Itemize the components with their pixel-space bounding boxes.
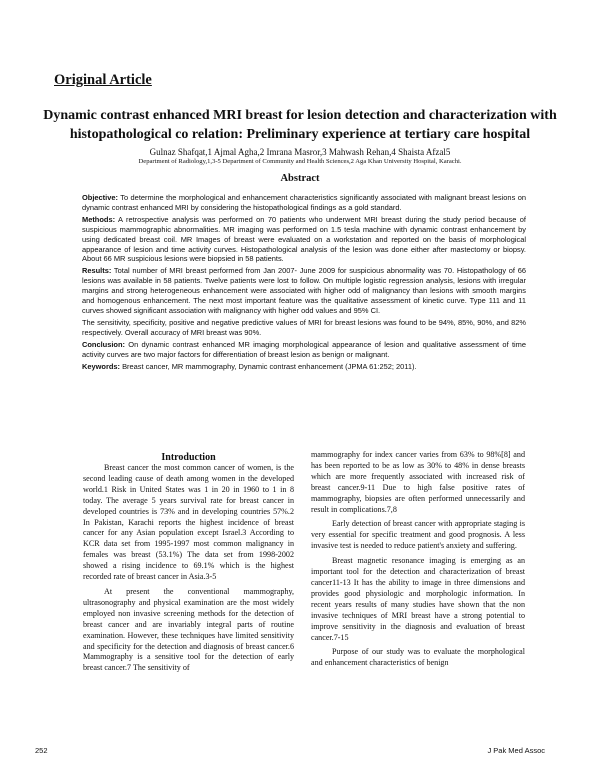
keywords-text: Breast cancer, MR mammography, Dynamic contrast enhancement (JPMA 61:252; 2011). (120, 361, 417, 371)
intro-paragraph-6: Purpose of our study was to evaluate the morphological and enhancement characteristics of benign (311, 647, 525, 668)
keywords-label: Keywords: (82, 361, 121, 371)
methods-label: Methods: (82, 214, 116, 224)
abstract-body (82, 193, 526, 373)
objective-text: To determine the morphological and enhancement characteristics significantly associated with malignant breast lesions on dynamic contrast enhanced MRI by considering the histopathological findings as a gold standard. (82, 193, 526, 212)
section-label: Original Article (54, 72, 152, 88)
journal-name: J Pak Med Assoc (487, 746, 545, 755)
results-label: Results: (82, 266, 112, 276)
abstract-results-2: The sensitivity, specificity, positive and negative predictive values of MRI for breast lesions was found to be 94%, 85%, 90%, and 82% respectively. Overall accuracy of MRI breast was 90%. (82, 317, 526, 337)
introduction-heading: Introduction (161, 452, 216, 463)
results-text: Total number of MRI breast performed from Jan 2007- June 2009 for suspicious abnormality was 70. Histopathology of 66 lesions was available in 58 patients. Twelve patients were lost to follow. On multiple logistic regression analysis, lesions with irregular margins and strong heterogeneous enhancement were associated with higher odd of malignancy than lesions with smooth margins and homogenous enhancement. The next most important feature was the qualitative assessment of kinetic curve. Type 111 and 11 curves showed significant association with malignancy with higher odd values and 95% CI. (82, 266, 526, 315)
body-column-right (311, 450, 525, 669)
abstract-methods (82, 215, 526, 265)
abstract-heading: Abstract (280, 173, 320, 184)
page-number: 252 (35, 746, 48, 755)
affiliations: Department of Radiology,1,3-5 Department of Community and Health Sciences,2 Aga Khan University Hospital, Karachi. (138, 158, 462, 165)
conclusion-text: On dynamic contrast enhanced MR imaging morphological appearance of lesion and qualitative assessment of time activity curves are two major factors for differentiation of breast lesion as benign or malignant. (82, 339, 526, 359)
intro-paragraph-2: At present the conventional mammography, ultrasonography and physical examination are the most widely employed non invasive screening methods for the detection of breast cancer and are invariably integral parts of routine examination. However, these techniques have limited sensitivity and specificity for the detection and diagnosis of breast cancer.6 Mammography is a sensitive tool for the detection of early breast cancer.7 The sensitivity of (83, 586, 294, 673)
body-column-left (83, 463, 294, 674)
article-title: Dynamic contrast enhanced MRI breast for lesion detection and characterization with histopathological co relation: Preliminary experience at tertiary care hospital (43, 108, 557, 142)
intro-paragraph-1: Breast cancer the most common cancer of women, is the second leading cause of death among women in the developed world.1 Risk in United States was 1 in 20 in 1960 to 1 in 8 today. The average 5 years survival rate for breast cancer in developed countries is 73% and in developing countries 57%.2 In Pakistan, Karachi reports the highest incidence of breast cancer for any Asian population except Israel.3 According to KCR data set from 1995-1997 most common malignancy in females was breast (53.1%) The data set from 1998-2002 showed a rising incidence to 69.1% which is the highest recorded rate of breast cancer in Asia.3-5 (83, 463, 294, 582)
abstract-objective (82, 193, 526, 213)
abstract-conclusion (82, 340, 526, 360)
authors: Gulnaz Shafqat,1 Ajmal Agha,2 Imrana Masror,3 Mahwash Rehan,4 Shaista Afzal5 (149, 147, 451, 157)
methods-text: A retrospective analysis was performed on 70 patients who underwent MRI breast during the study period because of suspicious mammographic abnormalities. MR imaging was performed on 1.5 tesla machine with dynamic contrast enhancement by using dedicated breast coil. MR Images of breast were evaluated on a workstation and reported on the basis of morphological appearance of lesion and time activity curves. Histopathological analysis of the lesion was done either after mastectomy or biopsy. About 66 MR suspicious lesions were biopsied in 58 patients. (82, 214, 526, 264)
abstract-results (82, 266, 526, 316)
intro-paragraph-5: Breast magnetic resonance imaging is emerging as an important tool for the detection and characterization of breast cancer11-13 It has the ability to image in three dimensions and provides good physiologic and morphologic information. In recent years results of many studies have shown that the non invasive techniques of MRI breast have a strong potential to improve sensitivity in the diagnosis and evaluation of breast cancer.7-15 (311, 556, 525, 642)
intro-paragraph-3: mammography for index cancer varies from 63% to 98%[8] and has been reported to be as low as 30% to 48% in dense breasts which are more frequently associated with increased risk of breast cancer.9-11 Due to high false positive rates of mammography, biopsies are often performed unnecessarily and result in complications.7,8 (311, 450, 525, 514)
conclusion-label: Conclusion: (82, 339, 125, 349)
objective-label: Objective: (82, 193, 118, 202)
abstract-keywords (82, 362, 526, 372)
intro-paragraph-4: Early detection of breast cancer with appropriate staging is very essential for specific treatment and good prognosis. A less invasive test is needed to reduce patient's anxiety and suffering. (311, 519, 525, 551)
